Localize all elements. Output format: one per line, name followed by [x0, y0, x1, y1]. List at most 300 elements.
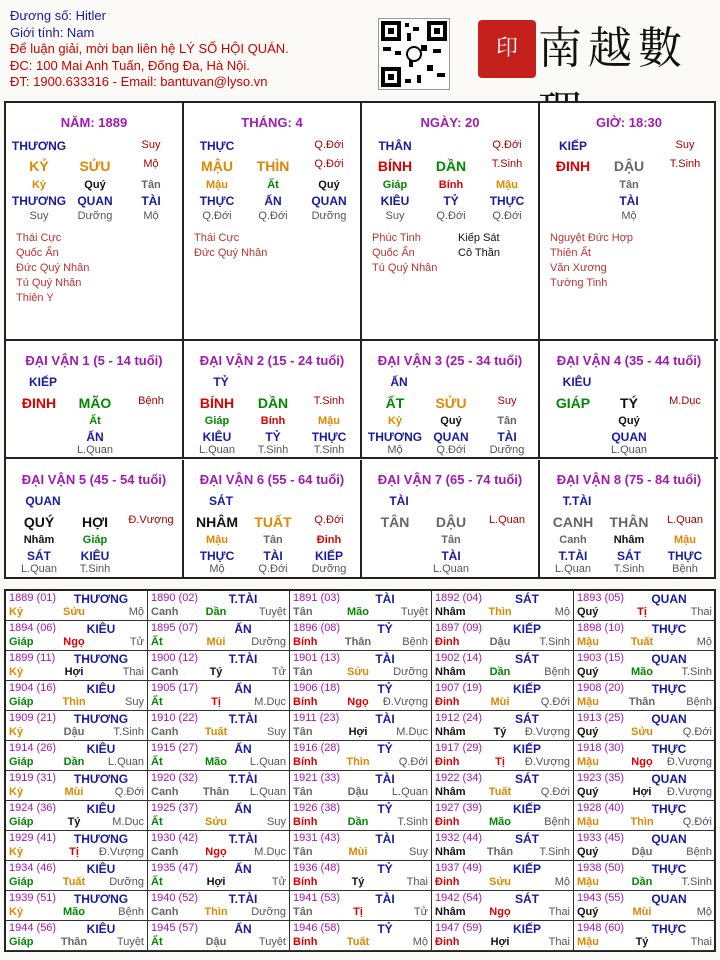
daivan-s: L.Quan [554, 563, 592, 575]
year-cell [6, 801, 148, 831]
qr-code [378, 18, 450, 90]
star-item: Nguyệt Đức Hợp [550, 232, 634, 244]
daivan-s: L.Quan [432, 563, 470, 575]
year-stem: Quý [577, 666, 599, 678]
pillar-h-2: Q.Đới [492, 139, 522, 151]
daivan-t: ẤN [86, 430, 104, 444]
year-stem: Giáp [9, 756, 34, 768]
daivan-h: TỶ [213, 375, 229, 389]
year-phase: T.Sinh [539, 846, 570, 858]
year-branch: Ngọ [63, 636, 85, 648]
daivan-t: KIÊU [80, 549, 110, 563]
year-branch: Tị [69, 846, 79, 858]
year-label: 1941 (53) [293, 892, 341, 904]
daivan-h: SÁT [209, 494, 233, 508]
year-label: 1900 (12) [151, 652, 199, 664]
year-phase: T.Sinh [397, 816, 428, 828]
year-label: 1926 (38) [293, 802, 341, 814]
year-stem: Tân [293, 666, 313, 678]
year-branch: Mùi [490, 696, 510, 708]
daivan-h: ẤN [390, 375, 408, 389]
daivan-h: KIÊU [562, 375, 592, 389]
year-cell [574, 921, 716, 951]
year-stem: Canh [151, 906, 179, 918]
pillar-h-2: Suy [141, 139, 161, 151]
year-god: QUAN [651, 592, 687, 606]
year-cell [574, 891, 716, 921]
year-stem: Quý [577, 786, 599, 798]
logo [478, 6, 710, 94]
year-god: KIÊU [86, 862, 116, 876]
year-label: 1925 (37) [151, 802, 199, 814]
year-branch: Tuất [62, 876, 86, 888]
daivan-s: T.Sinh [613, 563, 645, 575]
year-stem: Ất [151, 756, 163, 768]
year-phase: Q.Đới [114, 786, 144, 798]
year-cell [148, 591, 290, 621]
year-stem: Ất [151, 876, 163, 888]
year-label: 1913 (25) [577, 712, 625, 724]
daivan-g: BÍNH [199, 395, 235, 411]
pillar-t-2: TÀI [141, 194, 161, 208]
daivan-t: THƯƠNG [367, 430, 423, 444]
year-stem: Tân [293, 906, 313, 918]
pillar-g-0: BÍNH [377, 158, 413, 174]
year-branch: Dậu [63, 726, 85, 738]
year-label: 1918 (30) [577, 742, 625, 754]
year-branch: Tị [211, 696, 221, 708]
daivan-g: Suy [497, 395, 517, 407]
year-stem: Bính [293, 756, 318, 768]
chart-section [4, 101, 716, 579]
pillar-g-1: SỬU [79, 158, 111, 174]
year-phase: Bệnh [686, 696, 712, 708]
year-label: 1901 (13) [293, 652, 341, 664]
daivan-s: Mộ [209, 563, 225, 575]
year-god: SÁT [515, 592, 539, 606]
year-stem: Giáp [9, 636, 34, 648]
year-stem: Kỷ [9, 846, 24, 858]
year-cell [148, 891, 290, 921]
daivan-h: QUAN [25, 494, 61, 508]
year-stem: Bính [293, 636, 318, 648]
year-stem: Đinh [435, 696, 460, 708]
daivan-t: TÀI [263, 549, 283, 563]
year-cell [432, 711, 574, 741]
year-phase: Đ.Vượng [382, 696, 428, 708]
year-label: 1947 (59) [435, 922, 483, 934]
pillar-z-1: Tân [619, 179, 639, 191]
daivan-g: ĐINH [21, 395, 57, 411]
year-cell [432, 891, 574, 921]
year-phase: Đ.Vượng [98, 846, 144, 858]
daivan-s: L.Quan [76, 444, 114, 456]
year-stem: Giáp [9, 816, 34, 828]
daivan-5 [184, 460, 362, 578]
year-god: THỰC [651, 802, 687, 816]
year-stem: Nhâm [435, 906, 466, 918]
year-stem: Kỷ [9, 726, 24, 738]
year-god: TÀI [375, 652, 395, 666]
pillar-1 [184, 103, 362, 341]
pillar-title: THÁNG: 4 [241, 115, 303, 130]
year-stem: Mậu [577, 756, 599, 768]
pillar-s-2: Mộ [143, 210, 159, 222]
year-god: SÁT [515, 832, 539, 846]
daivan-g: L.Quan [488, 514, 526, 526]
year-label: 1902 (14) [435, 652, 483, 664]
logo-text: 南越數 [538, 23, 688, 74]
year-god: THỰC [651, 622, 687, 636]
star-item: Thiên Ất [550, 247, 591, 259]
year-god: TỶ [377, 922, 393, 936]
year-branch: Hợi [64, 666, 84, 678]
star-item: Thiên Y [16, 292, 54, 304]
year-label: 1919 (31) [9, 772, 57, 784]
daivan-title: ĐẠI VẬN 6 (55 - 64 tuổi) [199, 472, 345, 487]
pillar-s-2: Dưỡng [311, 210, 347, 222]
year-phase: Q.Đới [540, 786, 570, 798]
pillar-t-0: THỰC [199, 194, 235, 208]
year-label: 1910 (22) [151, 712, 199, 724]
daivan-g: QUÝ [23, 514, 55, 530]
daivan-title: ĐẠI VẬN 8 (75 - 84 tuổi) [556, 472, 702, 487]
pillar-s-1: Mộ [621, 210, 637, 222]
year-label: 1923 (35) [577, 772, 625, 784]
year-phase: T.Sinh [681, 876, 712, 888]
pillar-t-1: QUAN [77, 194, 113, 208]
pillar-z-0: Kỷ [31, 179, 47, 191]
year-phase: Mộ [696, 906, 712, 918]
daivan-6 [362, 460, 540, 578]
year-cell [574, 771, 716, 801]
year-label: 1939 (51) [9, 892, 57, 904]
year-god: ẤN [234, 802, 252, 816]
year-cell [6, 651, 148, 681]
year-stem: Nhâm [435, 786, 466, 798]
daivan-s: L.Quan [198, 444, 236, 456]
year-phase: M.Dục [396, 726, 428, 738]
daivan-g: TUẤT [254, 514, 292, 530]
pillar-g-0: MẬU [201, 158, 233, 174]
year-phase: Tuyệt [400, 606, 428, 618]
daivan-g: M.Dục [669, 395, 701, 407]
star-item: Thái Cực [16, 232, 62, 244]
pillar-0 [6, 103, 184, 341]
year-branch: Tị [495, 756, 505, 768]
year-label: 1934 (46) [9, 862, 57, 874]
year-branch: Mão [631, 666, 653, 678]
year-cell [574, 621, 716, 651]
year-cell [432, 831, 574, 861]
year-branch: Tị [353, 906, 363, 918]
year-cell [148, 771, 290, 801]
daivan-title: ĐẠI VẬN 2 (15 - 24 tuổi) [199, 353, 345, 368]
year-god: T.TÀI [228, 652, 258, 666]
daivan-z: Quý [440, 415, 462, 427]
contact-phone-email: ĐT: 1900.633316 - Email: bantuvan@lyso.vn [10, 74, 268, 89]
year-phase: Mộ [128, 606, 144, 618]
daivan-z: Bính [260, 415, 286, 427]
year-god: TỶ [377, 802, 393, 816]
year-label: 1944 (56) [9, 922, 57, 934]
daivan-z: Ất [89, 415, 101, 427]
year-stem: Giáp [9, 696, 34, 708]
year-branch: Sửu [346, 666, 370, 678]
year-phase: Thai [548, 906, 570, 918]
daivan-g: DẦN [257, 395, 289, 411]
year-phase: Tuyệt [116, 936, 144, 948]
pillar-z-1: Bính [438, 179, 464, 191]
year-cell [574, 801, 716, 831]
year-phase: T.Sinh [681, 666, 712, 678]
year-label: 1892 (04) [435, 592, 483, 604]
year-label: 1929 (41) [9, 832, 57, 844]
year-god: THƯƠNG [73, 832, 129, 846]
pillar-s-1: Dưỡng [77, 210, 113, 222]
subject-info [10, 8, 380, 91]
daivan-0 [6, 341, 184, 459]
year-cell [432, 621, 574, 651]
year-phase: Tuyệt [258, 606, 286, 618]
year-cell [290, 591, 432, 621]
pillar-z-1: Quý [84, 179, 106, 191]
pillar-t-1: TÀI [619, 194, 639, 208]
year-cell [6, 891, 148, 921]
year-stem: Đinh [435, 816, 460, 828]
pillar-g-2: Q.Đới [314, 158, 344, 170]
daivan-s: Q.Đới [436, 444, 466, 456]
year-branch: Tý [67, 816, 81, 828]
year-stem: Ất [151, 636, 163, 648]
year-branch: Dậu [347, 786, 369, 798]
year-label: 1946 (58) [293, 922, 341, 934]
daivan-z: Tân [263, 534, 283, 546]
year-branch: Sửu [630, 726, 654, 738]
year-god: THƯƠNG [73, 712, 129, 726]
pillar-g-2: T.Sinh [669, 158, 701, 170]
year-branch: Ngọ [631, 756, 653, 768]
daivan-g: SỬU [435, 395, 467, 411]
year-stem: Bính [293, 816, 318, 828]
year-god: T.TÀI [228, 772, 258, 786]
year-god: TỶ [377, 682, 393, 696]
year-label: 1907 (19) [435, 682, 483, 694]
star-item: Văn Xương [550, 262, 607, 274]
year-branch: Dần [205, 606, 227, 618]
year-cell [6, 741, 148, 771]
daivan-s: T.Sinh [313, 444, 345, 456]
daivan-h: T.TÀI [562, 494, 592, 508]
pillar-t-1: TỶ [443, 194, 459, 208]
year-label: 1890 (02) [151, 592, 199, 604]
star-item: Thái Cực [194, 232, 240, 244]
year-god: ẤN [234, 742, 252, 756]
year-stem: Nhâm [435, 846, 466, 858]
year-god: THỰC [651, 682, 687, 696]
annual-table [4, 589, 716, 952]
year-god: SÁT [515, 712, 539, 726]
year-phase: Đ.Vượng [666, 756, 712, 768]
year-cell [6, 921, 148, 951]
year-god: QUAN [651, 832, 687, 846]
year-phase: M.Dục [254, 846, 286, 858]
daivan-g: TÂN [380, 514, 410, 530]
daivan-t: SÁT [617, 549, 641, 563]
year-god: KIÊU [86, 922, 116, 936]
star-item: Đức Quý Nhân [16, 262, 90, 274]
year-god: ẤN [234, 862, 252, 876]
year-phase: Tử [271, 666, 286, 678]
year-god: KIÊU [86, 682, 116, 696]
pillar-t-0: KIÊU [380, 194, 410, 208]
year-label: 1904 (16) [9, 682, 57, 694]
daivan-7 [540, 460, 718, 578]
year-stem: Canh [151, 726, 179, 738]
year-cell [290, 861, 432, 891]
year-label: 1899 (11) [9, 652, 56, 664]
year-phase: Suy [125, 696, 144, 708]
year-stem: Đinh [435, 876, 460, 888]
daivan-z: Mậu [206, 534, 228, 546]
year-branch: Mão [489, 816, 511, 828]
year-label: 1935 (47) [151, 862, 199, 874]
year-phase: T.Sinh [113, 726, 144, 738]
year-cell [290, 711, 432, 741]
year-label: 1911 (23) [293, 712, 340, 724]
star-item: Tướng Tinh [550, 277, 608, 289]
pillar-h-0: THÂN [378, 139, 412, 153]
year-branch: Dậu [205, 936, 227, 948]
pillar-g-1: DẬU [613, 158, 645, 174]
year-label: 1893 (05) [577, 592, 625, 604]
year-phase: Thai [690, 936, 712, 948]
year-god: QUAN [651, 772, 687, 786]
star-item: Cô Thần [458, 247, 500, 259]
pillar-g-1: DẦN [435, 158, 467, 174]
year-phase: Thai [548, 936, 570, 948]
year-phase: Dưỡng [109, 876, 144, 888]
year-cell [574, 831, 716, 861]
year-god: TÀI [375, 592, 395, 606]
year-stem: Mậu [577, 936, 599, 948]
pillar-g-0: KỶ [29, 158, 49, 174]
year-stem: Canh [151, 786, 179, 798]
year-branch: Thân [60, 936, 88, 948]
year-branch: Tuất [204, 726, 228, 738]
year-cell [148, 621, 290, 651]
year-label: 1891 (03) [293, 592, 341, 604]
year-god: QUAN [651, 652, 687, 666]
year-branch: Thìn [62, 696, 86, 708]
year-label: 1938 (50) [577, 862, 625, 874]
year-stem: Bính [293, 876, 318, 888]
daivan-g: MÃO [78, 395, 112, 411]
year-god: THƯƠNG [73, 892, 129, 906]
year-god: KIÊU [86, 802, 116, 816]
year-stem: Đinh [435, 756, 460, 768]
year-cell [148, 801, 290, 831]
star-item: Kiếp Sát [458, 232, 500, 244]
year-phase: Dưỡng [251, 636, 286, 648]
year-phase: Tử [413, 906, 428, 918]
year-branch: Mùi [632, 906, 652, 918]
year-branch: Thân [628, 696, 656, 708]
year-branch: Dậu [631, 846, 653, 858]
pillar-title: NĂM: 1889 [60, 115, 128, 130]
year-god: T.TÀI [228, 832, 258, 846]
year-branch: Tị [637, 606, 647, 618]
year-label: 1931 (43) [293, 832, 341, 844]
year-stem: Mậu [577, 696, 599, 708]
pillar-z-2: Tân [141, 179, 161, 191]
year-branch: Thìn [204, 906, 228, 918]
year-cell [432, 771, 574, 801]
year-stem: Mậu [577, 816, 599, 828]
daivan-title: ĐẠI VẬN 5 (45 - 54 tuổi) [21, 472, 167, 487]
year-branch: Tý [351, 876, 365, 888]
year-cell [148, 741, 290, 771]
year-god: THƯƠNG [73, 592, 129, 606]
year-branch: Mùi [64, 786, 84, 798]
daivan-z: Giáp [82, 534, 108, 546]
daivan-4 [6, 460, 184, 578]
year-stem: Tân [293, 786, 313, 798]
year-phase: Bệnh [118, 906, 144, 918]
daivan-t: KIẾP [314, 549, 343, 563]
year-stem: Tân [293, 726, 313, 738]
year-phase: Dưỡng [251, 906, 286, 918]
year-label: 1905 (17) [151, 682, 199, 694]
contact-notice: Để luận giải, mời bạn liên hệ LÝ SỐ HỘI QUÁN. [10, 41, 289, 56]
year-god: KIẾP [512, 682, 541, 696]
year-label: 1936 (48) [293, 862, 341, 874]
pillar-g-2: Mộ [143, 158, 159, 170]
pillar-t-2: QUAN [311, 194, 347, 208]
year-phase: L.Quan [249, 786, 286, 798]
year-god: SÁT [515, 652, 539, 666]
daivan-g: ẤT [385, 395, 405, 411]
year-god: TỶ [377, 742, 393, 756]
year-cell [574, 651, 716, 681]
pillar-z-2: Mậu [496, 179, 518, 191]
daivan-g: HỢI [82, 514, 108, 530]
daivan-t: QUAN [433, 430, 469, 444]
daivan-title: ĐẠI VẬN 3 (25 - 34 tuổi) [377, 353, 523, 368]
year-cell [432, 591, 574, 621]
year-cell [290, 891, 432, 921]
year-branch: Tuất [630, 636, 654, 648]
daivan-s: Bệnh [672, 563, 698, 575]
year-branch: Thân [486, 846, 514, 858]
daivan-g: GIÁP [555, 395, 591, 411]
year-stem: Kỷ [9, 606, 24, 618]
year-label: 1896 (08) [293, 622, 341, 634]
daivan-title: ĐẠI VẬN 4 (35 - 44 tuổi) [556, 353, 702, 368]
year-god: THỰC [651, 742, 687, 756]
year-branch: Dần [63, 756, 85, 768]
year-god: TÀI [375, 892, 395, 906]
year-branch: Ngọ [489, 906, 511, 918]
year-cell [6, 621, 148, 651]
year-phase: Q.Đới [682, 726, 712, 738]
year-branch: Dần [631, 876, 653, 888]
daivan-z: Mậu [674, 534, 696, 546]
subject-gender: Giới tính: Nam [10, 24, 95, 40]
year-phase: Dưỡng [393, 666, 428, 678]
year-god: T.TÀI [228, 892, 258, 906]
year-stem: Nhâm [435, 666, 466, 678]
